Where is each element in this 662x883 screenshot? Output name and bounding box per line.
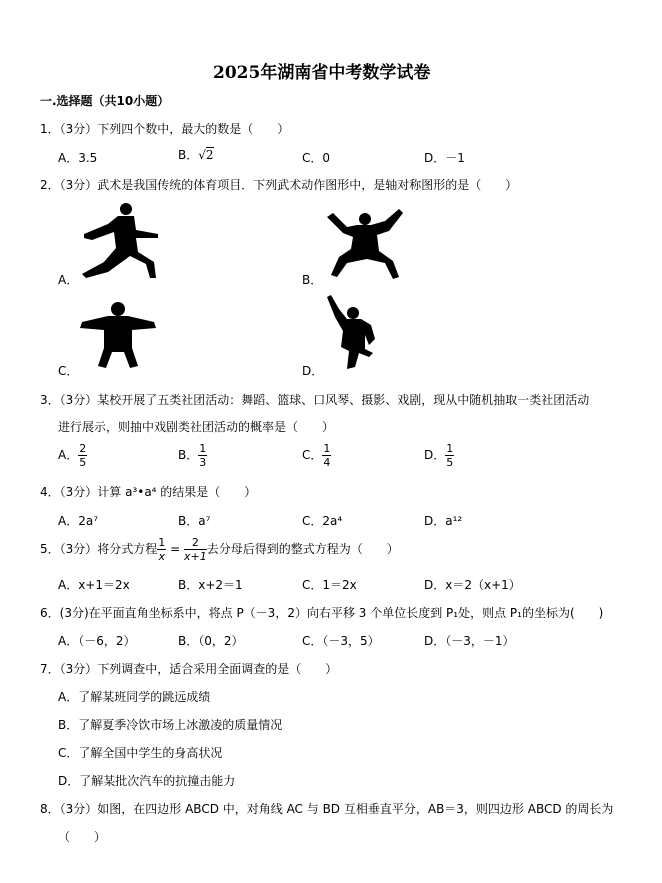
- martial-art-figure-a: [78, 200, 160, 280]
- q5-option-b: B．x+2＝1: [178, 578, 243, 592]
- question-2-stem: 2．（3分）武术是我国传统的体育项目．下列武术动作图形中，是轴对称图形的是（ ）: [40, 178, 518, 192]
- q1-option-a: A．3.5: [58, 151, 98, 165]
- martial-art-figure-b: [325, 205, 405, 280]
- q4-option-b: B．a⁷: [178, 514, 211, 528]
- q3-option-b: B． $\frac{1}{3}$: [178, 442, 207, 469]
- question-1-stem: 1．（3分）下列四个数中，最大的数是（ ）: [40, 122, 290, 136]
- q5-option-d: D．x＝2（x+1）: [424, 578, 521, 592]
- q1-option-c: C．0: [302, 151, 331, 165]
- question-8-stem-line1: 8．（3分）如图，在四边形 ABCD 中，对角线 AC 与 BD 互相垂直平分，AB＝3，则四边形 ABCD 的周长为: [40, 802, 614, 816]
- question-7-stem: 7．（3分）下列调查中，适合采用全面调查的是（ ）: [40, 662, 338, 676]
- section-heading: 一.选择题（共10小题）: [40, 94, 170, 108]
- q1-option-b: B．√2: [178, 148, 214, 162]
- q6-option-d: D．（－3，－1）: [424, 634, 515, 648]
- q2-option-d: D．: [302, 364, 324, 378]
- q3-option-a: A． $\frac{2}{5}$: [58, 442, 87, 469]
- q5-option-a: A．x+1＝2x: [58, 578, 130, 592]
- question-5-stem: 5．（3分）将分式方程 $\frac{1}{x}$ = $\frac{2}{x+1}$ 去分母后得到的整式方程为（ ）: [40, 536, 399, 563]
- q7-option-b: B．了解夏季冷饮市场上冰激凌的质量情况: [58, 718, 283, 732]
- q2-option-c: C．: [58, 364, 79, 378]
- question-8-stem-line2: （ ）: [58, 830, 107, 844]
- q7-option-a: A．了解某班同学的跳远成绩: [58, 690, 211, 704]
- q7-option-c: C．了解全国中学生的身高状况: [58, 746, 223, 760]
- sqrt-radicand: 2: [205, 148, 214, 162]
- q6-option-c: C．（－3，5）: [302, 634, 380, 648]
- question-3-stem-line2: 进行展示，则抽中戏剧类社团活动的概率是（ ）: [58, 420, 335, 434]
- q7-option-d: D．了解某批次汽车的抗撞击能力: [58, 774, 236, 788]
- q2-option-b: B．: [302, 273, 323, 287]
- q5-option-c: C．1＝2x: [302, 578, 357, 592]
- q2-option-a: A．: [58, 273, 79, 287]
- q6-option-b: B．（0，2）: [178, 634, 244, 648]
- q4-option-a: A．2a⁷: [58, 514, 99, 528]
- q4-option-d: D．a¹²: [424, 514, 463, 528]
- page-title: 2025年湖南省中考数学试卷: [213, 63, 431, 83]
- q3-option-d: D． $\frac{1}{5}$: [424, 442, 454, 469]
- q1-option-d: D．－1: [424, 151, 465, 165]
- martial-art-figure-c: [78, 300, 158, 370]
- q4-option-c: C．2a⁴: [302, 514, 343, 528]
- q6-option-a: A．（－6，2）: [58, 634, 136, 648]
- question-3-stem-line1: 3．（3分）某校开展了五类社团活动：舞蹈、篮球、口风琴、摄影、戏剧，现从中随机抽取一类社团活动: [40, 393, 590, 407]
- question-4-stem: 4．（3分）计算 a³•a⁴ 的结果是（ ）: [40, 485, 257, 499]
- q3-option-c: C． $\frac{1}{4}$: [302, 442, 331, 469]
- question-6-stem: 6．(3分)在平面直角坐标系中，将点 P（－3，2）向右平移 3 个单位长度到 P₁处，则点 P₁的坐标为( ): [40, 606, 604, 620]
- martial-art-figure-d: [325, 295, 380, 370]
